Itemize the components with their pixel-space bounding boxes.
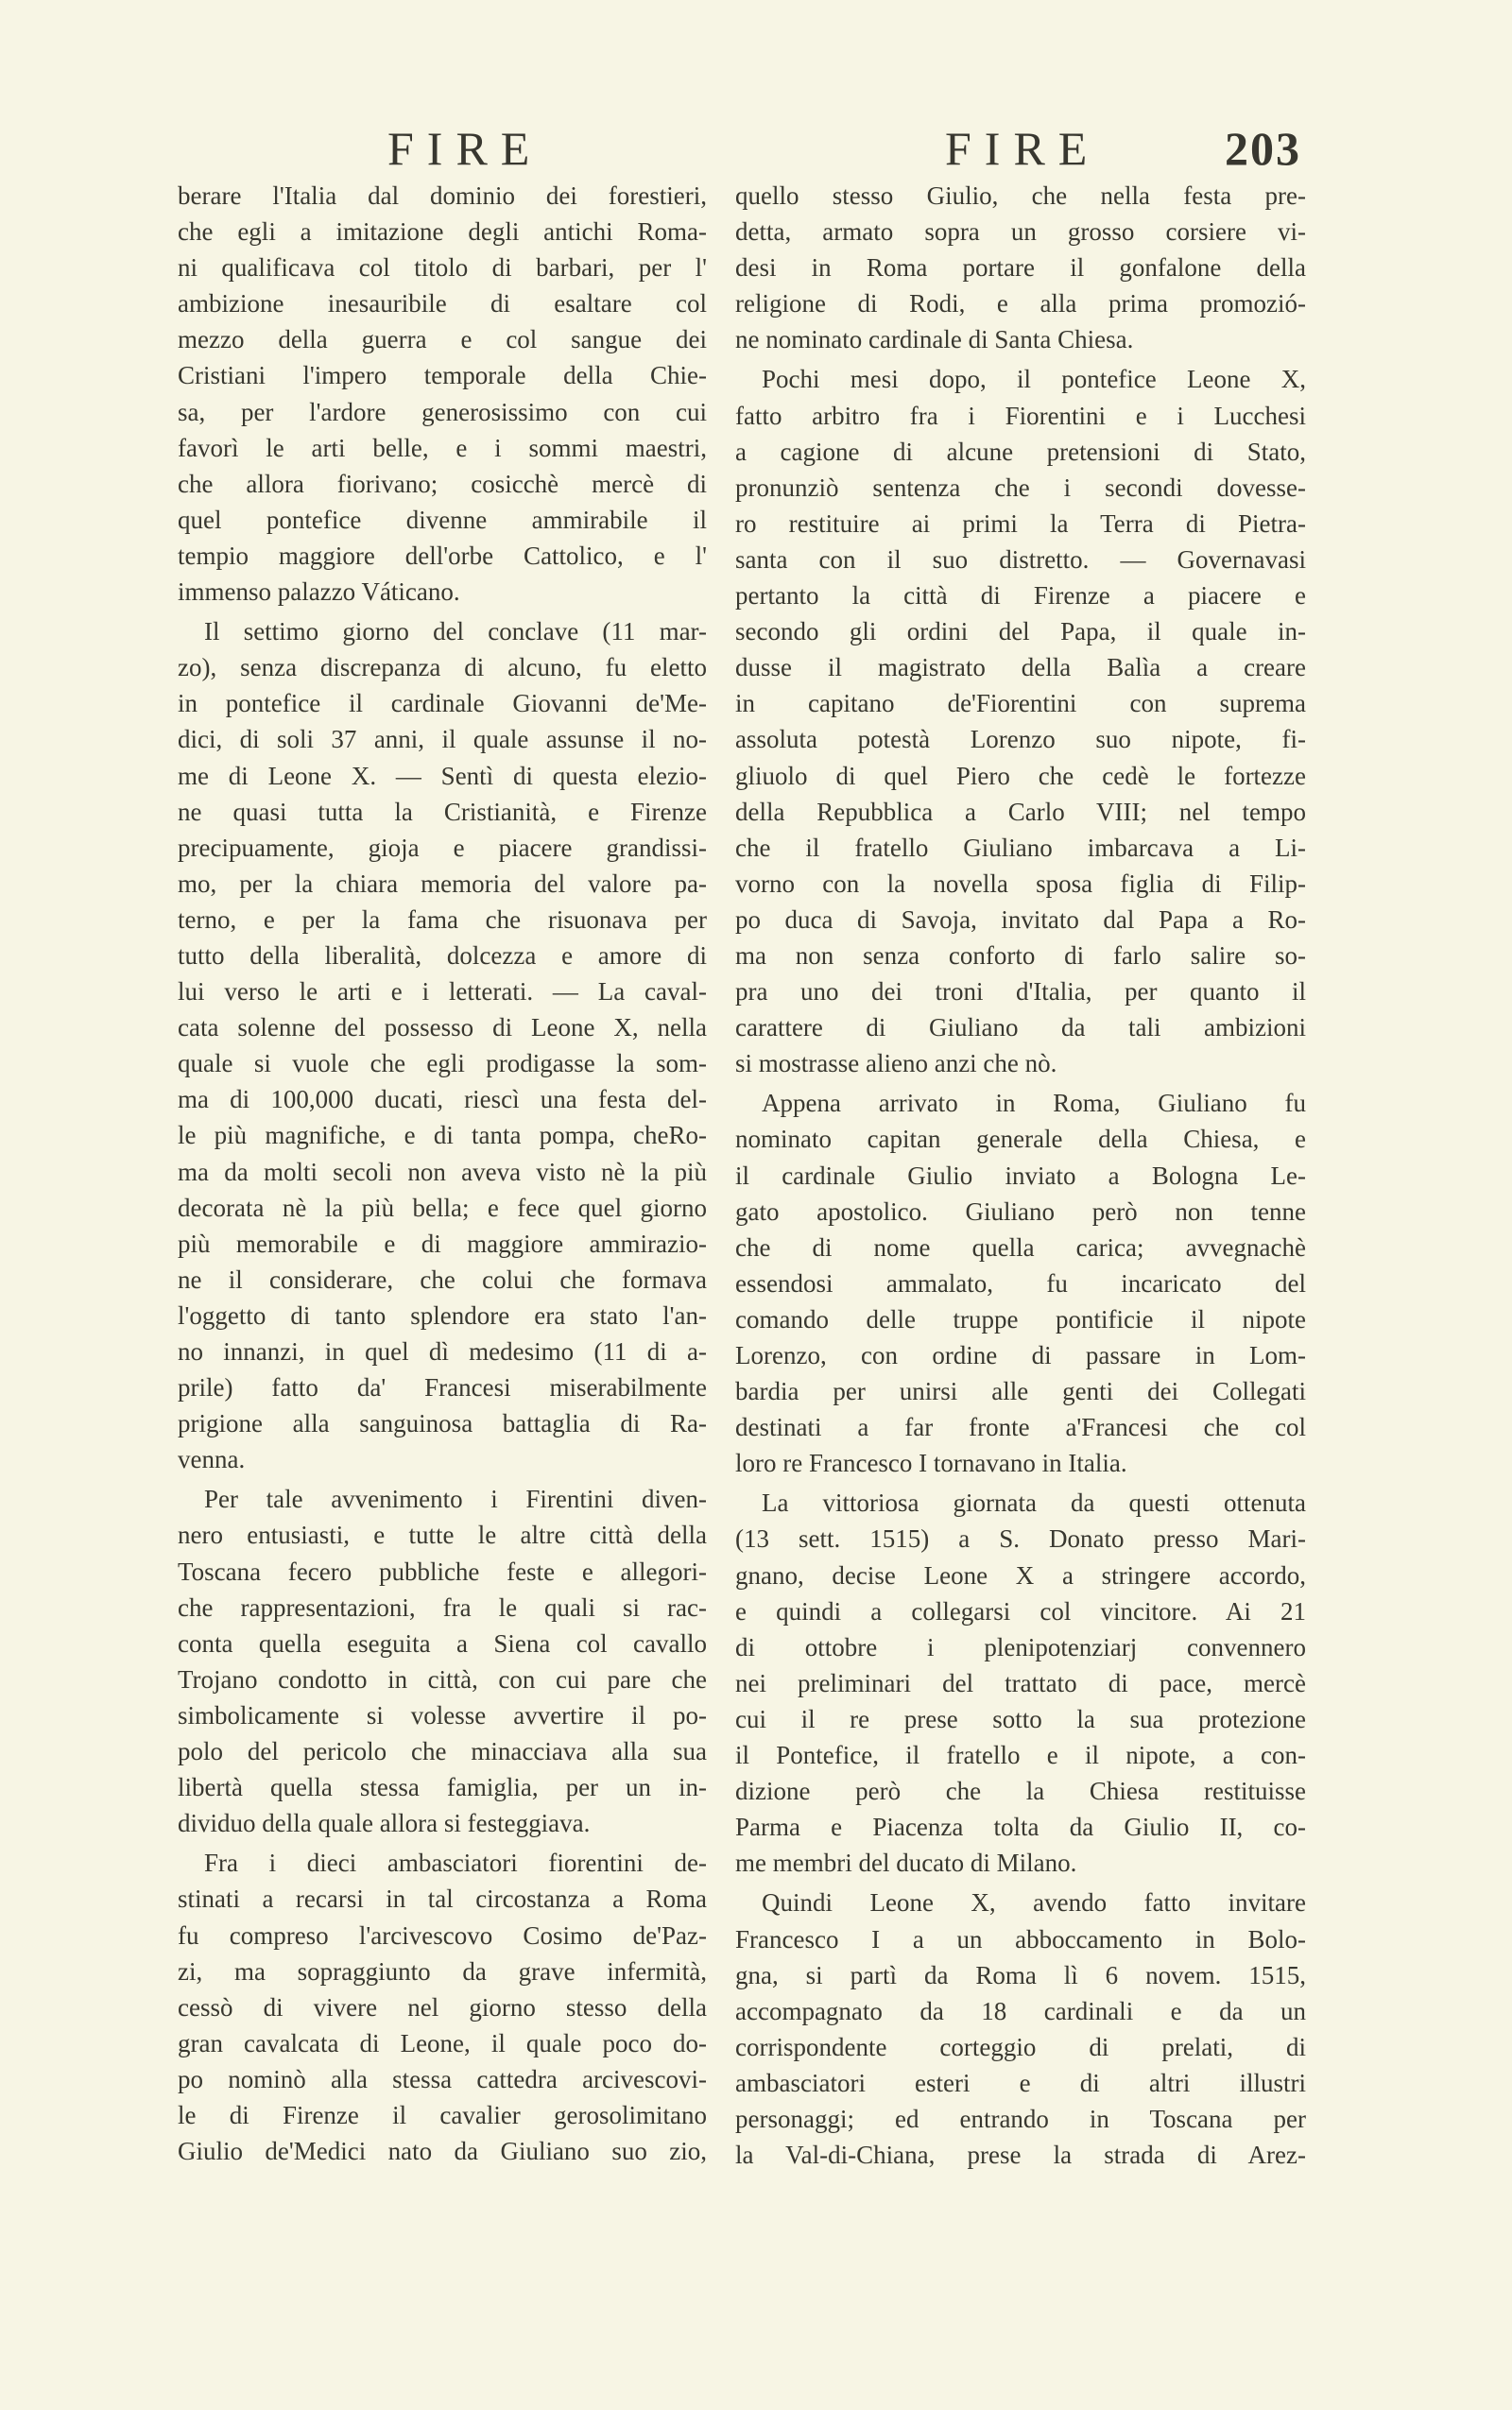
text-line: nominato capitan generale della Chiesa, e (735, 1125, 1306, 1154)
text-line: Cristiani l'impero temporale della Chie- (178, 361, 707, 390)
paragraph (735, 1485, 1306, 1881)
text-line: loro re Francesco I tornavano in Italia. (735, 1449, 1127, 1478)
text-line: ro restituire ai primi la Terra di Pietra- (735, 508, 1306, 538)
text-line: ma non senza conforto di farlo salire so- (735, 940, 1306, 970)
text-line: terno, e per la fama che risuonava per (178, 904, 707, 934)
text-line: cata solenne del possesso di Leone X, nella (178, 1013, 707, 1042)
running-head-left: FIRE (387, 122, 543, 175)
text-line: ne quasi tutta la Cristianità, e Firenze (178, 797, 707, 826)
left-text-column (178, 178, 707, 2169)
text-line: in capitano de'Fiorentini con suprema (735, 689, 1306, 718)
text-line: le più magnifiche, e di tanta pompa, cheRo- (178, 1121, 707, 1150)
text-line: comando delle truppe pontificie il nipote (735, 1304, 1306, 1334)
text-line: si mostrasse alieno anzi che nò. (735, 1049, 1057, 1078)
text-line: po nominò alla stessa cattedra arcivescovi- (178, 2064, 707, 2093)
text-line: carattere di Giuliano da tali ambizioni (735, 1013, 1306, 1042)
text-line: dizione però che la Chiesa restituisse (735, 1777, 1306, 1806)
text-line: berare l'Italia dal dominio dei forestieri, (178, 181, 707, 210)
text-line: in pontefice il cardinale Giovanni de'Me- (178, 689, 707, 718)
text-line: a cagione di alcune pretensioni di Stato, (735, 437, 1306, 466)
text-line: Appena arrivato in Roma, Giuliano fu (762, 1089, 1306, 1118)
text-line: l'oggetto di tanto splendore era stato l'an- (178, 1300, 707, 1330)
text-line: me di Leone X. — Sentì di questa elezio- (178, 761, 707, 790)
paragraph (735, 178, 1306, 357)
text-line: assoluta potestà Lorenzo suo nipote, fi- (735, 725, 1306, 754)
text-line: desi in Roma portare il gonfalone della (735, 253, 1306, 283)
text-line: dici, di soli 37 anni, il quale assunse il no- (178, 725, 707, 754)
text-line: della Repubblica a Carlo VIII; nel tempo (735, 797, 1306, 826)
text-line: che di nome quella carica; avvegnachè (735, 1232, 1306, 1262)
text-line: religione di Rodi, e alla prima promozió- (735, 289, 1306, 318)
paragraph (178, 178, 707, 610)
text-line: no innanzi, in quel dì medesimo (11 di a- (178, 1337, 707, 1366)
text-line: pronunziò sentenza che i secondi dovesse- (735, 473, 1306, 502)
paragraph (735, 1085, 1306, 1481)
paragraph (178, 1481, 707, 1841)
text-line: bardia per unirsi alle genti dei Collegati (735, 1377, 1306, 1406)
text-line: che egli a imitazione degli antichi Roma- (178, 217, 707, 247)
text-line: simbolicamente si volesse avvertire il po- (178, 1700, 707, 1730)
text-line: immenso palazzo Váticano. (178, 577, 460, 607)
text-line: La vittoriosa giornata da questi ottenuta (762, 1489, 1306, 1518)
text-line: accompagnato da 18 cardinali e da un (735, 1996, 1306, 2025)
text-line: di ottobre i plenipotenziarj convennero (735, 1632, 1306, 1661)
text-line: Toscana fecero pubbliche feste e allegori- (178, 1557, 707, 1586)
text-line: ma da molti secoli non aveva visto nè la più (178, 1157, 707, 1186)
text-line: Francesco I a un abboccamento in Bolo- (735, 1924, 1306, 1954)
text-line: tempio maggiore dell'orbe Cattolico, e l' (178, 541, 707, 570)
text-line: personaggi; ed entrando in Toscana per (735, 2104, 1306, 2133)
text-line: me membri del ducato di Milano. (735, 1849, 1077, 1878)
text-line: essendosi ammalato, fu incaricato del (735, 1268, 1306, 1298)
text-line: e quindi a collegarsi col vincitore. Ai 21 (735, 1596, 1306, 1626)
text-line: destinati a far fronte a'Francesi che col (735, 1413, 1306, 1442)
text-line: dividuo della quale allora si festeggiava. (178, 1809, 591, 1838)
text-line: nero entusiasti, e tutte le altre città della (178, 1521, 707, 1550)
text-line: prile) fatto da' Francesi miserabilmente (178, 1373, 707, 1403)
text-line: sa, per l'ardore generosissimo con cui (178, 397, 707, 426)
text-line: il Pontefice, il fratello e il nipote, a con- (735, 1741, 1306, 1770)
text-line: quel pontefice divenne ammirabile il (178, 505, 707, 534)
text-line: zi, ma sopraggiunto da grave infermità, (178, 1956, 707, 1986)
text-line: ne nominato cardinale di Santa Chiesa. (735, 325, 1134, 354)
text-line: le di Firenze il cavalier gerosolimitano (178, 2100, 707, 2129)
text-line: favorì le arti belle, e i sommi maestri, (178, 433, 707, 462)
text-line: Giulio de'Medici nato da Giuliano suo zio, (178, 2137, 707, 2166)
text-line: cui il re prese sotto la sua protezione (735, 1704, 1306, 1733)
text-line: gato apostolico. Giuliano però non tenne (735, 1196, 1306, 1226)
paragraph (178, 1845, 707, 2169)
text-line: ne il considerare, che colui che formava (178, 1265, 707, 1294)
text-line: precipuamente, gioja e piacere grandissi- (178, 833, 707, 862)
text-line: il cardinale Giulio inviato a Bologna Le- (735, 1161, 1306, 1190)
text-line: Fra i dieci ambasciatori fiorentini de- (204, 1849, 707, 1878)
text-line: nei preliminari del trattato di pace, mercè (735, 1668, 1306, 1697)
text-line: quale si vuole che egli prodigasse la som- (178, 1049, 707, 1078)
text-line: mo, per la chiara memoria del valore pa- (178, 869, 707, 898)
text-line: corrispondente corteggio di prelati, di (735, 2032, 1306, 2061)
text-line: polo del pericolo che minacciava alla sua (178, 1737, 707, 1766)
text-line: che il fratello Giuliano imbarcava a Li- (735, 833, 1306, 862)
text-line: ambasciatori esteri e di altri illustri (735, 2068, 1306, 2097)
text-line: ambizione inesauribile di esaltare col (178, 289, 707, 318)
text-line: più memorabile e di maggiore ammirazio- (178, 1229, 707, 1258)
text-line: la Val-di-Chiana, prese la strada di Arez- (735, 2141, 1306, 2170)
text-line: Lorenzo, con ordine di passare in Lom- (735, 1341, 1306, 1369)
text-line: gnano, decise Leone X a stringere accordo, (735, 1560, 1306, 1590)
text-line: vorno con la novella sposa figlia di Filip- (735, 869, 1306, 898)
text-line: secondo gli ordini del Papa, il quale in- (735, 617, 1306, 646)
text-line: decorata nè la più bella; e fece quel giorno (178, 1193, 707, 1222)
paragraph (735, 361, 1306, 1081)
text-line: santa con il suo distretto. — Governavasi (735, 544, 1306, 574)
text-line: Trojano condotto in città, con cui pare che (178, 1664, 707, 1694)
text-line: prigione alla sanguinosa battaglia di Ra- (178, 1409, 707, 1438)
text-line: Il settimo giorno del conclave (11 mar- (204, 617, 707, 646)
text-line: tutto della liberalità, dolcezza e amore di (178, 940, 707, 970)
text-line: pertanto la città di Firenze a piacere e (735, 581, 1306, 611)
text-line: pra uno dei troni d'Italia, per quanto il (735, 977, 1306, 1007)
text-line: po duca di Savoja, invitato dal Papa a Ro- (735, 904, 1306, 934)
text-line: libertà quella stessa famiglia, per un in- (178, 1773, 707, 1802)
text-line: fatto arbitro fra i Fiorentini e i Lucchesi (735, 401, 1306, 430)
text-line: conta quella eseguita a Siena col cavallo (178, 1628, 707, 1658)
right-text-column (735, 178, 1306, 2173)
text-line: venna. (178, 1445, 246, 1474)
text-line: ma di 100,000 ducati, riescì una festa del- (178, 1085, 707, 1114)
text-line: che allora fiorivano; cosicchè mercè di (178, 469, 707, 498)
text-line: gna, si partì da Roma lì 6 novem. 1515, (735, 1960, 1306, 1989)
text-line: gliuolo di quel Piero che cedè le fortezze (735, 761, 1306, 790)
text-line: zo), senza discrepanza di alcuno, fu eletto (178, 653, 707, 682)
running-head-right: FIRE (945, 122, 1101, 175)
paragraph (735, 1885, 1306, 2173)
text-line: Parma e Piacenza tolta da Giulio II, co- (735, 1813, 1306, 1842)
text-line: fu compreso l'arcivescovo Cosimo de'Paz- (178, 1920, 707, 1950)
page-number: 203 (1225, 122, 1301, 175)
text-line: detta, armato sopra un grosso corsiere vi- (735, 217, 1306, 247)
text-line: ni qualificava col titolo di barbari, per l' (178, 253, 707, 283)
text-line: che rappresentazioni, fra le quali si rac- (178, 1592, 707, 1622)
text-line: Per tale avvenimento i Firentini diven- (204, 1485, 707, 1514)
text-line: (13 sett. 1515) a S. Donato presso Mari- (735, 1524, 1306, 1554)
text-line: mezzo della guerra e col sangue dei (178, 325, 707, 354)
text-line: Pochi mesi dopo, il pontefice Leone X, (762, 365, 1306, 394)
text-line: quello stesso Giulio, che nella festa pre- (735, 181, 1306, 210)
text-line: gran cavalcata di Leone, il quale poco do- (178, 2028, 707, 2057)
text-line: Quindi Leone X, avendo fatto invitare (762, 1888, 1306, 1918)
text-line: lui verso le arti e i letterati. — La caval- (178, 977, 707, 1007)
text-line: stinati a recarsi in tal circostanza a Roma (178, 1885, 707, 1914)
text-line: dusse il magistrato della Balìa a creare (735, 653, 1306, 682)
paragraph (178, 613, 707, 1477)
text-line: cessò di vivere nel giorno stesso della (178, 1992, 707, 2022)
